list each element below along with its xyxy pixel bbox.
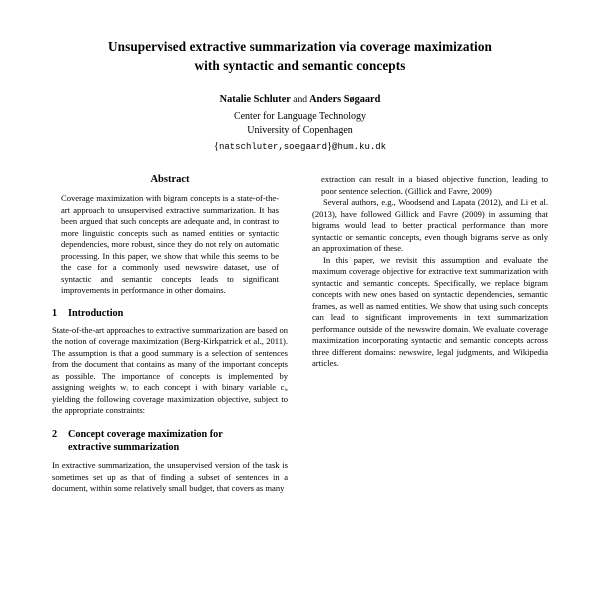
page-title [52,38,548,75]
abstract-heading: Abstract [150,174,190,186]
section-title-2 [68,428,223,455]
author-emails [52,141,548,152]
title-line-2: with syntactic and semantic concepts [194,57,406,73]
section-title-2-line-2: extractive summarization [68,441,180,453]
right-column-paragraph-2: Several authors, e.g., Woodsend and Lapata (2012), and Li et al. (2013), have followed Gillick and Favre (2009) in assuming that bigrams would lead to better practical performance than more syntactic or semantic concepts, even though bigrams serve as only an approximation of these. [312,197,548,254]
left-column [52,174,288,494]
right-column-paragraph-1: extraction can result in a biased objective function, leading to poor sentence selection. (Gillick and Favre, 2009) [321,174,548,196]
two-column-body [52,174,548,494]
section-heading-concept-coverage [52,428,288,455]
right-column-paragraph-3: In this paper, we revisit this assumption and evaluate the maximum coverage objective for extractive text summarization with syntactic and semantic concepts. Specifically, we replace bigram concepts with new ones based on syntactic dependencies, semantic frames, as well as named entities. We show that using such concepts can lead to significant improvements in text summarization performance outside of the newswire domain. We evaluate coverage maximization incorporating syntactic and semantic concepts across three different domains: newswire, legal judgments, and Wikipedia articles. [312,254,548,369]
author-second: Anders Søgaard [309,94,381,106]
email-ids: natschluter,soegaard [218,142,327,153]
email-open-brace: { [213,141,219,153]
right-column [312,174,548,494]
section-number-2: 2 [52,428,58,440]
author-first: Natalie Schluter [219,94,291,106]
author-conjunction: and [293,94,308,106]
section-2-paragraph-1: In extractive summarization, the unsupervised version of the task is sometimes set up as that of finding a subset of sentences in a document, within some relatively small budget, that covers as many [52,460,288,494]
section-1-paragraph-1: State-of-the-art approaches to extractive summarization are based on the notion of coverage maximization (Berg-Kirkpatrick et al., 2011). The assumption is that a good summary is a selection of sentences from the document that contains as many of the important concepts as possible. The importance of concepts is implemented by assigning weights wᵢ to each concept i with binary variable cᵢ, yielding the following coverage maximization objective, subject to the appropriate constraints: [52,324,288,416]
title-line-1: Unsupervised extractive summarization via coverage maximization [108,39,492,54]
section-heading-introduction [52,308,288,319]
section-title-1: Introduction [68,307,124,319]
author-list [52,94,548,105]
affiliation-line-2: University of Copenhagen [247,124,353,136]
section-title-2-line-1: Concept coverage maximization for [68,428,223,440]
abstract-text: Coverage maximization with bigram concepts is a state-of-the-art approach to unsupervised extractive summarization. It has been argued that such concepts are adequate and, in contrast to more linguistic concepts such as named entities or syntactic dependencies, more robust, since they do not rely on automatic processing. In this paper, we show that while this seems to be the case for a commonly used newswire dataset, use of syntactic and semantic concepts leads to significant improvements in performance in other domains. [61,193,279,296]
affiliation [52,110,548,137]
email-domain: @hum.ku.dk [332,142,387,153]
section-number-1: 1 [52,307,58,319]
email-close-brace: } [327,141,333,153]
affiliation-line-1: Center for Language Technology [233,111,367,123]
